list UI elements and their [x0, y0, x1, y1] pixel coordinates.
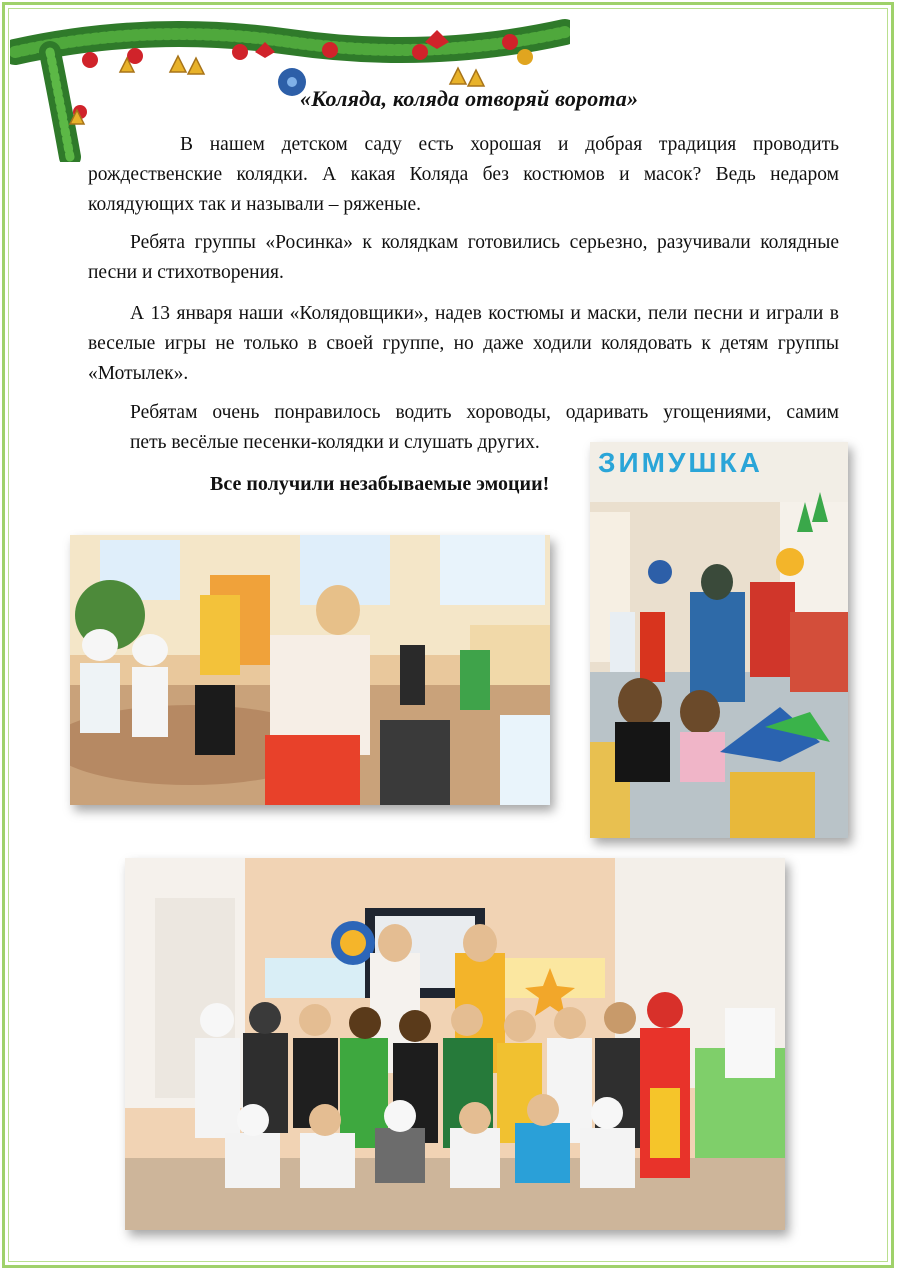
paragraph-preparation: Ребята группы «Росинка» к колядкам готовились серьезно, разучивали колядные песни и стихотворения.	[88, 232, 839, 283]
banner-text	[598, 447, 763, 478]
photo-group-portrait	[125, 858, 785, 1230]
photo-zimushka-group	[590, 442, 848, 838]
page-title: «Коляда, коляда отворяй ворота»	[300, 86, 639, 111]
svg-text:ЗИМУШКА: ЗИМУШКА	[598, 447, 763, 478]
paragraph-event: А 13 января наши «Колядовщики», надев костюмы и маски, пели песни и играли в веселые игры не только в своей группе, но даже ходили колядовать к детям группы «Мотылек».	[88, 303, 839, 384]
closing-statement: Все получили незабываемые эмоции!	[210, 473, 550, 495]
photo-round-dance	[70, 535, 550, 805]
paragraph-intro: В нашем детском саду есть хорошая и добрая традиция проводить рождественские колядки. А какая Коляда без костюмов и масок? Ведь недаром колядующих так и называли – ряженые.	[88, 134, 839, 215]
paragraph-impressions-line2: петь весёлые песенки-колядки и слушать других.	[130, 432, 540, 453]
paragraph-impressions-line1: Ребятам очень понравилось водить хороводы, одаривать угощениями, самим	[130, 402, 839, 423]
